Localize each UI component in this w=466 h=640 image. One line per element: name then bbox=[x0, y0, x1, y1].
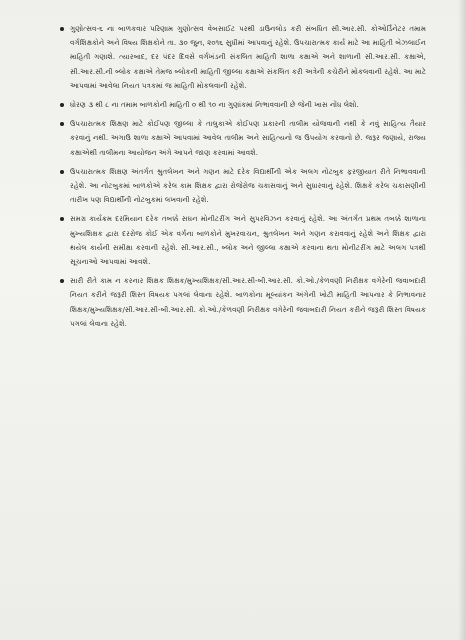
list-item bbox=[70, 22, 426, 93]
list-item-text: ગુણોત્સવ-૬ ના બાળકવાર પરિણામ ગુણોત્સવ વેબસાઈટ પરથી ડાઉનલોડ કરી સંબધિત સી.આર.સી. કોઓર્ડિનેટર તમામ વર્ગશિક્ષકોને અને વિષય શિક્ષકોને તા. ૩૦ જુન, ૨૦૧૬ સુધીમાં આપવાનું રહેશે. ઉપચારાત્મક કાર્ય માટે આ માહિતી બેઝલાઈન માહિતી ગણાશે. ત્યારબાદ, દર પંદર દિવસે વર્ગખંડની સંકલિત માહિતી શાળા કક્ષાએ અને શાળાની સી.આર.સી. કક્ષાએ, સી.આર.સી.ની બ્લોક કક્ષાએ તેમજ બ્લોકની માહિતી જીલ્લા કક્ષાએ સંકલિત કરી અત્રેની કચેરીને મોકલવાની રહેશે. આ માટે આપવામાં આવેલા નિયત પત્રકમાં જ માહિતી મોકલવાની રહેશે. bbox=[70, 24, 426, 90]
list-item bbox=[70, 98, 426, 112]
list-item bbox=[70, 274, 426, 331]
bullet-icon bbox=[60, 122, 64, 126]
page-edge-shadow bbox=[458, 0, 466, 640]
bullet-icon bbox=[60, 279, 64, 283]
bullet-icon bbox=[60, 170, 64, 174]
bullet-icon bbox=[60, 103, 64, 107]
list-item-text: ઉપચારાત્મક શિક્ષણ અંતર્ગત શ્રુતલેખન અને ગણન માટે દરેક વિદ્યાર્થીની એક અલગ નોટબુક ફરજીયાત રીતે નિભાવવાની રહેશે. આ નોટબુકમાં બાળકોએ કરેલ કામ શિક્ષક દ્વારા રોજેરોજ ચકાસવાનું અને સુધારવાનું રહેશે. શિક્ષકે કરેલ ચકાસણીની તારીખ પણ વિદ્યાર્થીની નોટબુકમાં લખવાની રહેશે. bbox=[70, 166, 426, 205]
list-item-text: ધોરણ ૩ થી ૮ ના તમામ બાળકોની માહિતી ૦ થી ૧૦ ના ગુણાંકમાં નિભાવવાની છે જેની ખાસ નોંધ લેશો. bbox=[70, 100, 359, 110]
list-item bbox=[70, 212, 426, 269]
list-item bbox=[70, 165, 426, 208]
list-item bbox=[70, 117, 426, 160]
list-item-text: સારી રીતે કામ ન કરનાર શિક્ષક શિક્ષક/મુખ્યશિક્ષક/સી.આર.સી-બી.આર.સી. કો.ઓ./કેળવણી નિરીક્ષક વગેરેની જવાબદારી નિયત કરીને જરૂરી શિસ્ત વિષયક પગલાં લેવાના રહેશે. બાળકોના મૂલ્યાંકન અંગેની ખોટી માહિતી આપનાર કે નિભાવનાર શિક્ષક/મુખ્યશિક્ષક/સી.આર.સી-બી.આર.સી. કો.ઓ./કેળવણી નિરીક્ષક વગેરેની જવાબદારી નિયત કરીને જરૂરી શિસ્ત વિષયક પગલાં લેવાના રહેશે. bbox=[70, 276, 426, 328]
bullet-icon bbox=[60, 217, 64, 221]
list-item-text: સમગ્ર કાર્યક્રમ દરમિયાન દરેક તબક્કે સઘન મોનીટરીંગ અને સુપરવિઝન કરવાનું રહેશે. આ અંતર્ગત પ્રથમ તબક્કે શાળાના મુખ્યશિક્ષક દ્વારા દરરોજ કોઈ એક વર્ગના બાળકોને મુખરવાચન, શ્રુતલેખન અને ગણન કરાવવાનું રહેશે અને શિક્ષક દ્વારા થયેલ કાર્યની સમીક્ષા કરવાની રહેશે. સી.આર.સી., બ્લોક અને જીલ્લા કક્ષાએ કરવાના થતા મોનીટરીંગ માટે અલગ પત્રથી સૂચનાઓ આપવામાં આવશે. bbox=[70, 214, 426, 267]
instruction-list bbox=[70, 22, 426, 336]
list-item-text: ઉપચારાત્મક શિક્ષણ માટે કોઈપણ જીલ્લા કે તાલુકાએ કોઈપણ પ્રકારની તાલીમ યોજવાની નથી કે નવું સાહિત્ય તૈયાર કરવાનું નથી. અગાઉ શાળા કક્ષાએ આપવામાં આવેલ તાલીમ અને સાહિત્યનો જ ઉપયોગ કરવાનો છે. જરૂર જણાયે, રાજ્ય કક્ષાએથી તાલીમના આયોજન અંગે આપને જાણ કરવામાં આવશે. bbox=[70, 119, 426, 157]
bullet-icon bbox=[60, 27, 64, 31]
